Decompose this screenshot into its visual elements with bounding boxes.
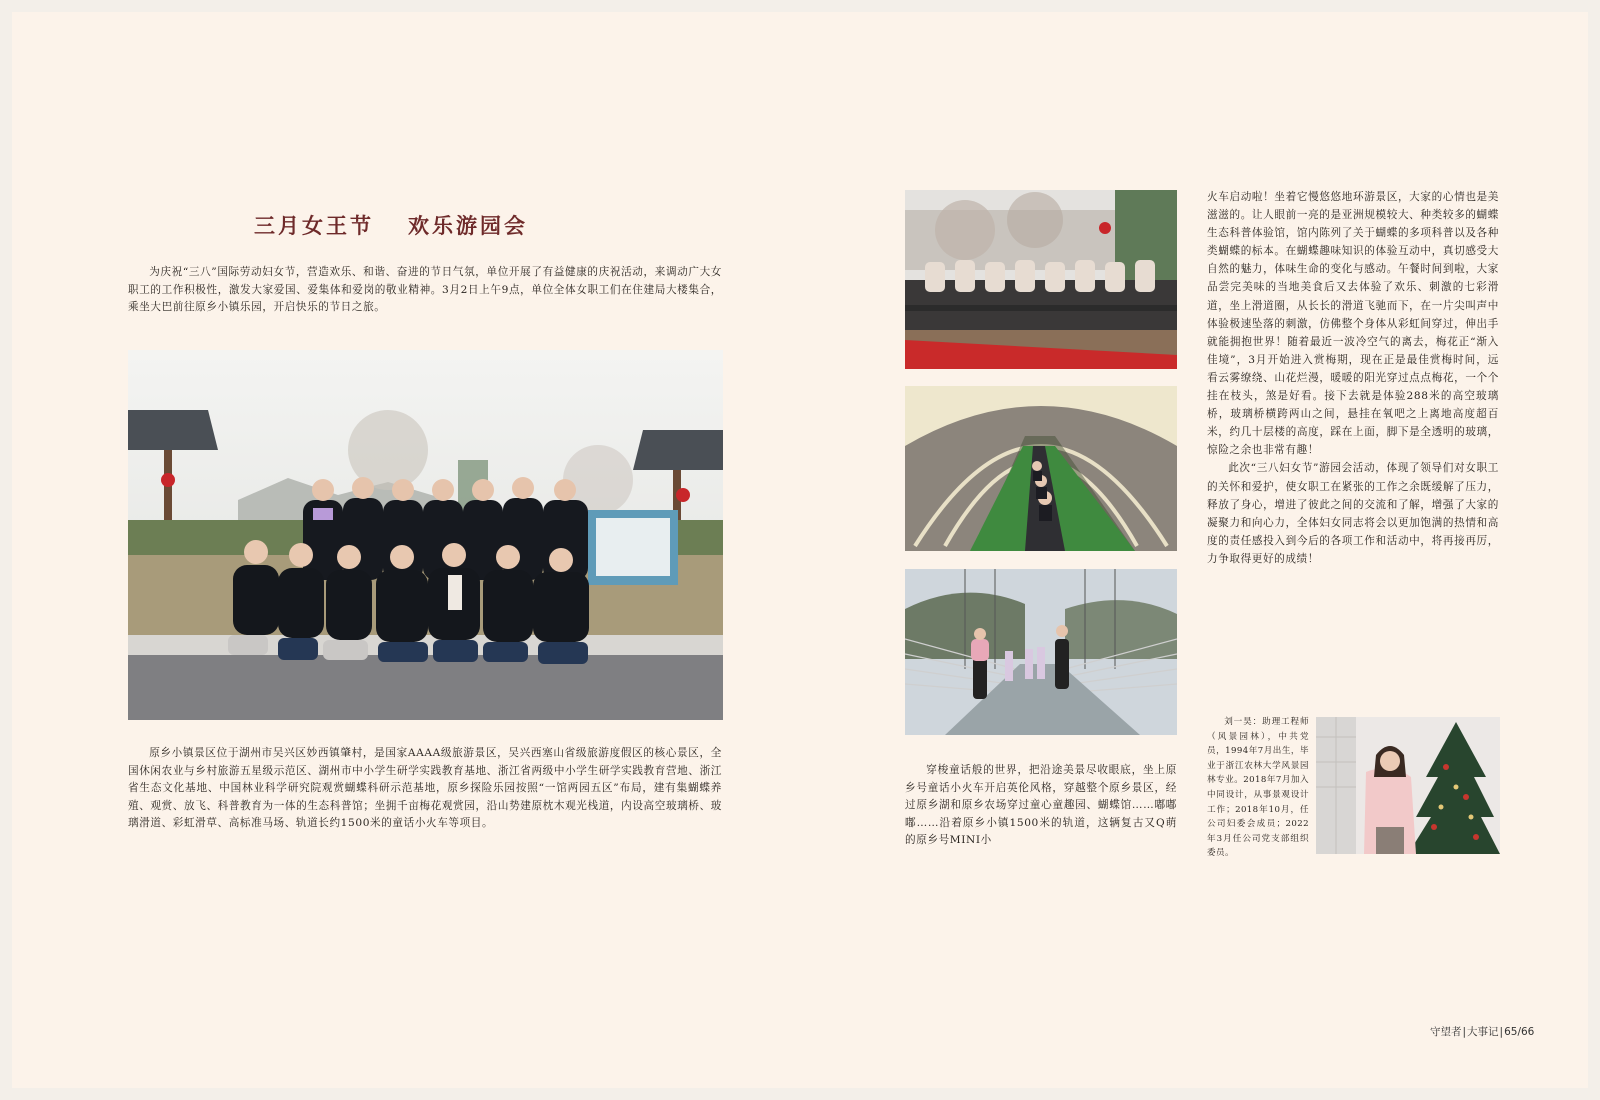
right-column-text [1207, 188, 1499, 568]
article-intro-paragraph: 为庆祝“三八”国际劳动妇女节，营造欢乐、和谐、奋进的节日气氛，单位开展了有益健康的庆祝活动，来调动广大女职工的工作积极性，激发大家爱国、爱集体和爱岗的敬业精神。3月2日上午9点，单位全体女职工们在住建局大楼集合，乘坐大巴前往原乡小镇乐园，开启快乐的节日之旅。 [128, 266, 722, 313]
title-part-1: 三月女王节 [254, 213, 374, 239]
page-numbers: 65/66 [1504, 1026, 1535, 1038]
train-ride-photo [905, 190, 1177, 369]
group-photo [128, 350, 723, 720]
rainbow-slide-photo [905, 386, 1177, 551]
author-portrait-photo [1316, 717, 1500, 854]
magazine-spread [12, 12, 1588, 1088]
article-title [254, 210, 584, 240]
butterfly-slide-paragraph: 火车启动啦！坐着它慢悠悠地环游景区，大家的心情也是美滋滋的。让人眼前一亮的是亚洲规模较大、种类较多的蝴蝶生态科普体验馆，馆内陈列了关于蝴蝶的多项科普以及各种类蝴蝶的标本。在蝴蝶趣味知识的体验互动中，真切感受大自然的魅力，体味生命的变化与感动。午餐时间到啦，大家品尝完美味的当地美食后又去体验了欢乐、刺激的七彩滑道，坐上滑道圈，从长长的滑道飞驰而下，在一片尖叫声中体验极速坠落的刺激，仿佛整个身体从彩虹间穿过，伸出手就能拥抱世界！随着最近一波冷空气的离去，梅花正“渐入佳境”，3月开始进入赏梅期，现在正是最佳赏梅时间，远看云雾缭绕、山花烂漫，暖暖的阳光穿过点点梅花，一个个挂在枝头，煞是好看。接下去就是体验288米的高空玻璃桥，玻璃桥横跨两山之间，悬挂在氧吧之上离地高度超百米，约几十层楼的高度，踩在上面，脚下是全透明的玻璃，惊险之余也非常有趣！ [1207, 191, 1499, 457]
author-bio: 刘一昊：助理工程师（风景园林），中共党员，1994年7月出生，毕业于浙江农林大学风景园林专业。2018年7月加入中同设计，从事景观设计工作；2018年10月，任公司妇委会成员；2022年3月任公司党支部组织委员。 [1207, 717, 1309, 859]
title-part-2: 欢乐游园会 [408, 213, 528, 239]
page-footer: 守望者|大事记|65/66 [1430, 1026, 1535, 1038]
magazine-name: 守望者 [1430, 1026, 1462, 1038]
train-paragraph: 穿梭童话般的世界，把沿途美景尽收眼底，坐上原乡号童话小火车开启英伦风格，穿越整个原乡景区，经过原乡湖和原乡农场穿过童心童趣园、蝴蝶馆……嘟嘟嘟……沿着原乡小镇1500米的轨道，这辆复古又Q萌的原乡号MINI小 [905, 764, 1177, 846]
section-name: 大事记 [1467, 1026, 1499, 1038]
glass-bridge-photo [905, 569, 1177, 735]
conclusion-paragraph: 此次“三八妇女节”游园会活动，体现了领导们对女职工的关怀和爱护，使女职工在紧张的工作之余既缓解了压力，释放了身心，增进了彼此之间的交流和了解，增强了大家的凝聚力和向心力，全体妇女同志将会以更加饱满的热情和高度的责任感投入到今后的各项工作和活动中，将再接再厉，力争取得更好的成绩！ [1207, 462, 1499, 565]
scenic-area-paragraph: 原乡小镇景区位于湖州市吴兴区妙西镇肇村，是国家AAAA级旅游景区，吴兴西塞山省级旅游度假区的核心景区，全国休闲农业与乡村旅游五星级示范区、湖州市中小学生研学实践教育基地、浙江省两级中小学生研学实践教育营地、浙江省生态文化基地、中国林业科学研究院观赏蝴蝶科研示范基地，原乡探险乐园按照“一馆两园五区”布局，建有集蝴蝶养殖、观赏、放飞、科普教育为一体的生态科普馆；坐拥千亩梅花观赏园，沿山势建原枕木观光栈道，内设高空玻璃桥、玻璃滑道、彩虹滑草、高标准马场、轨道长约1500米的童话小火车等项目。 [128, 747, 722, 829]
